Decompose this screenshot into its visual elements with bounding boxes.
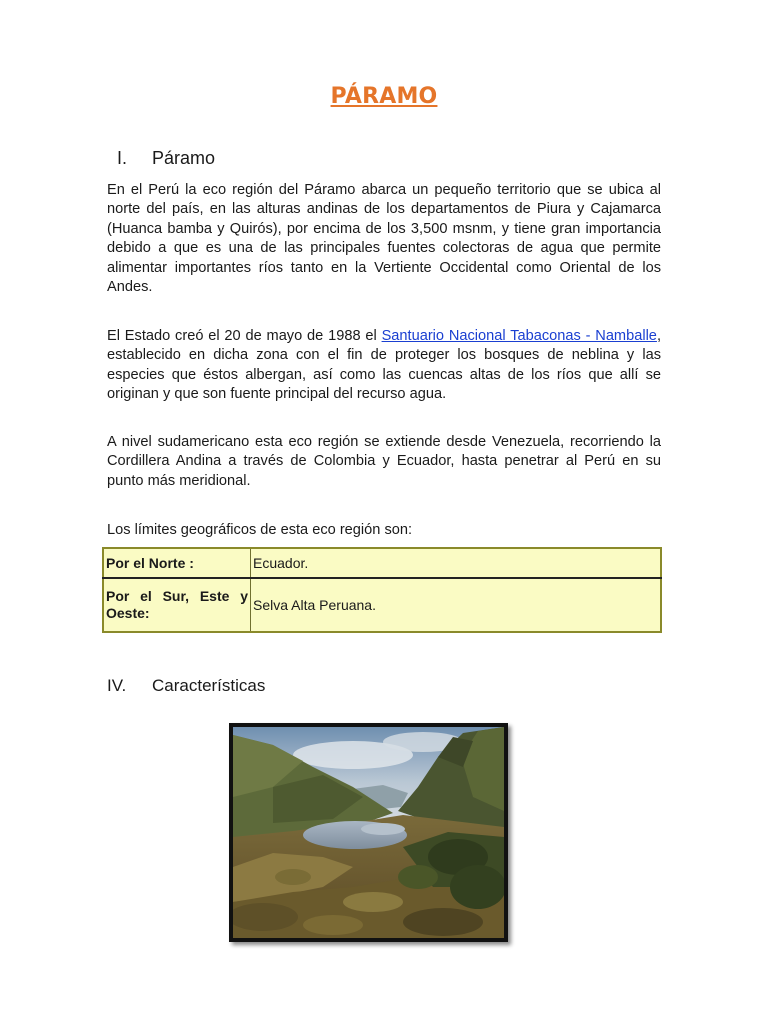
limit-value-south-east-west: Selva Alta Peruana.: [251, 578, 662, 632]
limit-label-north: Por el Norte :: [103, 548, 251, 578]
limit-value-north: Ecuador.: [251, 548, 662, 578]
table-row: [103, 548, 661, 578]
limit-label-south-east-west: Por el Sur, Este y Oeste:: [103, 578, 251, 632]
paragraph-intro: En el Perú la eco región del Páramo abarca un pequeño territorio que se ubica al norte del país, en las alturas andinas de los departamentos de Piura y Cajamarca (Huanca bamba y Quirós), por encima de los 3,500 msnm, y tiene gran importancia debido a que es una de las principales fuentes colectoras de agua que permite alimentar importantes ríos tanto en la Vertiente Occidental como Oriental de los Andes.: [107, 182, 661, 296]
section-heading-paramo: [117, 148, 215, 169]
santuario-link[interactable]: Santuario Nacional Tabaconas - Namballe: [381, 328, 657, 344]
paragraph-text: El Estado creó el 20 de mayo de 1988 el: [107, 328, 382, 344]
section-heading-caracteristicas: [107, 676, 265, 696]
paragraph-santuario: [107, 327, 661, 405]
section-label: Páramo: [152, 148, 216, 168]
table-row: [103, 578, 661, 632]
paramo-landscape-image: [233, 727, 504, 938]
page-title: PÁRAMO: [330, 84, 438, 109]
limits-table: [102, 547, 662, 633]
landscape-photo: [229, 723, 508, 942]
section-number: IV.: [107, 676, 127, 695]
section-number: I.: [117, 148, 128, 168]
paragraph-limits-intro: Los límites geográficos de esta eco región son:: [107, 522, 413, 538]
paragraph-sudamerica: A nivel sudamericano esta eco región se extiende desde Venezuela, recorriendo la Cordillera Andina a través de Colombia y Ecuador, hasta penetrar al Perú en su punto más meridional.: [107, 434, 661, 489]
paragraph-text: , establecido en dicha zona con el fin de proteger los bosques de neblina y las especies que éstos albergan, así como las cuencas altas de los ríos que allí se originan y que son fuente principal del recurso agua.: [107, 328, 661, 403]
section-label: Características: [152, 676, 266, 695]
